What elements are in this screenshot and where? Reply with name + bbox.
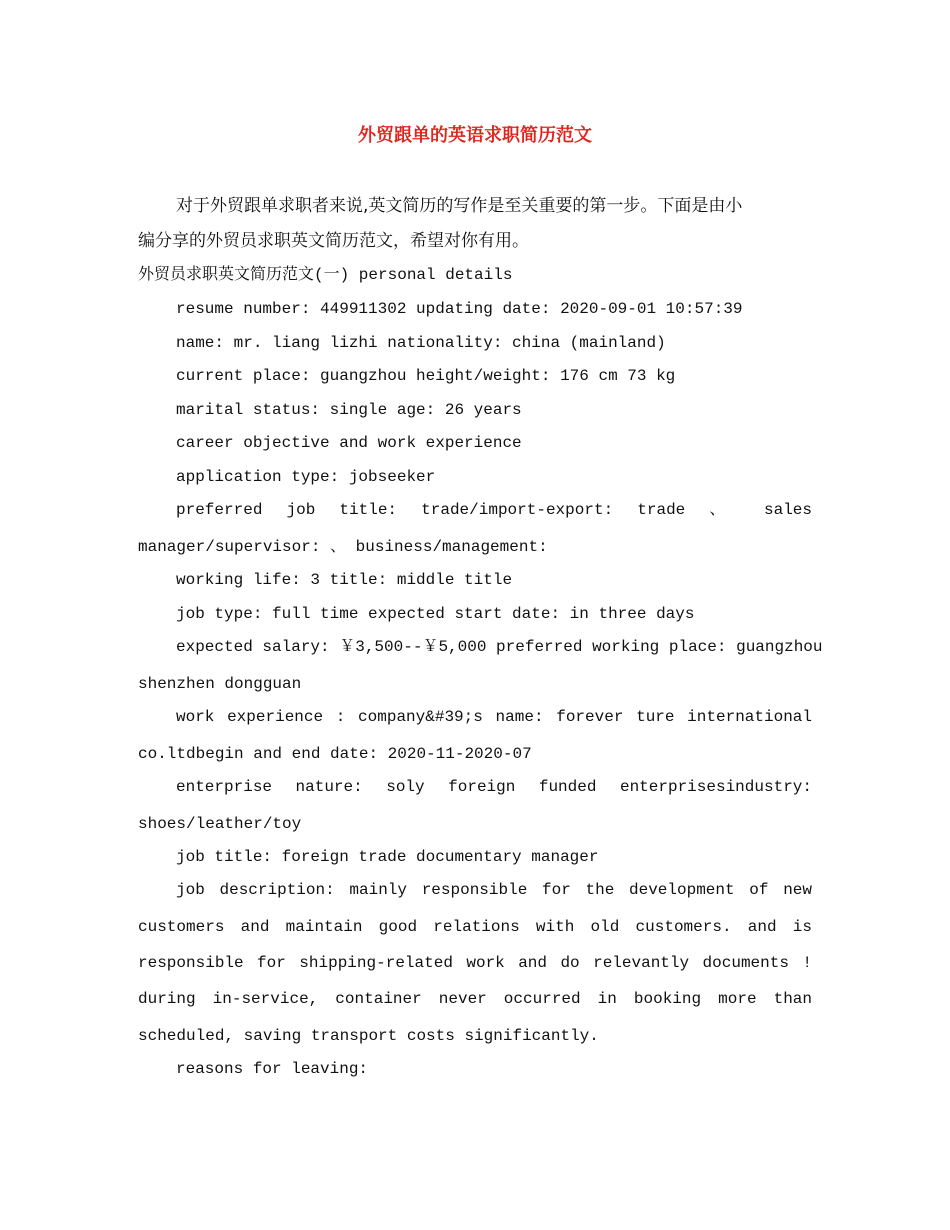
current-place-line: current place: guangzhou height/weight: 176 cm 73 kg [176,367,676,385]
enterprise-nature-line-1: enterprise nature: soly foreign funded enterprisesindustry: [176,778,812,796]
document-title: 外贸跟单的英语求职简历范文 [358,125,592,146]
job-title-line: job title: foreign trade documentary manager [176,848,599,866]
preferred-job-line-1: preferred job title: trade/import-export: trade 、 sales [176,501,812,519]
work-experience-line-1: work experience : company&#39;s name: forever ture international [176,708,812,726]
job-description-line-4: during in-service, container never occurred in booking more than [138,990,812,1008]
application-type-line: application type: jobseeker [176,468,436,486]
section-heading: 外贸员求职英文简历范文(一) personal details [138,266,513,284]
job-type-line: job type: full time expected start date: in three days [176,605,695,623]
marital-status-line: marital status: single age: 26 years [176,401,522,419]
career-objective-line: career objective and work experience [176,434,522,452]
preferred-job-line-2: manager/supervisor: 、 business/management: [138,538,548,556]
enterprise-nature-line-2: shoes/leather/toy [138,815,302,833]
reasons-for-leaving-line: reasons for leaving: [176,1060,369,1078]
intro-line-2: 编分享的外贸员求职英文简历范文，希望对你有用。 [138,231,529,251]
job-description-line-2: customers and maintain good relations with old customers. and is [138,918,812,936]
work-experience-line-2: co.ltdbegin and end date: 2020-11-2020-07 [138,745,532,763]
job-description-line-3: responsible for shipping-related work and do relevantly documents ! [138,954,812,972]
expected-salary-line-1: expected salary: ￥3,500--￥5,000 preferred working place: guangzhou [176,638,823,656]
job-description-line-1: job description: mainly responsible for the development of new [176,881,812,899]
intro-line-1: 对于外贸跟单求职者来说,英文简历的写作是至关重要的第一步。下面是由小 [176,196,743,216]
resume-number-line: resume number: 449911302 updating date: 2020-09-01 10:57:39 [176,300,743,318]
expected-salary-line-2: shenzhen dongguan [138,675,302,693]
job-description-line-5: scheduled, saving transport costs significantly. [138,1027,599,1045]
name-line: name: mr. liang lizhi nationality: china (mainland) [176,334,666,352]
working-life-line: working life: 3 title: middle title [176,571,513,589]
